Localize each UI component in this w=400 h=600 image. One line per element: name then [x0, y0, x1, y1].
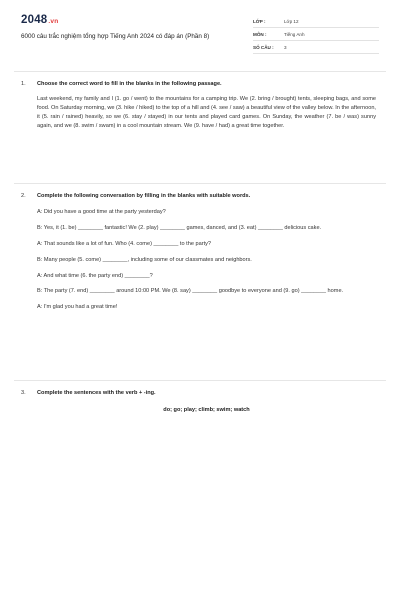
section-divider: [14, 183, 386, 184]
question-3: [21, 389, 376, 415]
question-1-title: Choose the correct word to fill in the blanks in the following passage.: [37, 81, 222, 87]
question-3-number: 3.: [21, 390, 26, 396]
meta-count-row: [253, 43, 379, 54]
meta-subject-key: MÔN :: [253, 32, 267, 37]
meta-subject-row: [253, 30, 379, 41]
meta-count-value: 3: [284, 45, 287, 50]
question-2: [21, 192, 376, 312]
logo-text: 2048: [21, 14, 48, 26]
word-bank: do; go; play; climb; swim; watch: [163, 406, 250, 413]
question-3-title: Complete the sentences with the verb + -ing.: [37, 390, 156, 396]
header-divider: [14, 71, 386, 72]
section-divider: [14, 380, 386, 381]
conversation-line: A: That sounds like a lot of fun. Who (4. come) ________ to the party?: [37, 240, 212, 247]
conversation-line: B: Yes, it (1. be) ________ fantastic! We (2. play) ________ games, danced, and (3. eat) ________ delicious cake.: [37, 224, 322, 231]
conversation-line: B: The party (7. end) ________ around 10:00 PM. We (8. say) ________ goodbye to everyone and (9. go) ________ home.: [37, 288, 344, 295]
meta-class-row: [253, 17, 379, 28]
conversation-line: B: Many people (5. come) ________, including some of our classmates and neighbors.: [37, 256, 252, 263]
question-1-number: 1.: [21, 81, 26, 87]
question-1: [21, 80, 376, 131]
conversation-line: A: I'm glad you had a great time!: [37, 304, 118, 311]
meta-subject-value: Tiếng Anh: [284, 32, 305, 37]
site-logo[interactable]: [21, 14, 58, 26]
document-title: 6000 câu trắc nghiệm tổng hợp Tiếng Anh 2024 có đáp án (Phần 8): [21, 33, 210, 40]
question-2-title: Complete the following conversation by filling in the blanks with suitable words.: [37, 193, 251, 199]
conversation-line: A: Did you have a good time at the party yesterday?: [37, 208, 166, 215]
meta-class-key: LỚP :: [253, 19, 266, 24]
question-1-passage: Last weekend, my family and I (1. go / went) to the mountains for a camping trip. We (2. bring / brought) tents, sleeping bags, and some food. On Saturday morning, we (3. hike / hiked) to the top of a hill and (4. see / saw) a beautiful view of the valley below. In the afternoon, it (5. rain / rained) heavily, so we (6. stay / stayed) in our tents and played card games. On Sunday, the weather (7. be / was) sunny again, and we (8. swim / swam) in a cool mountain stream. We (9. have / had) a great time together.: [37, 95, 376, 129]
question-2-number: 2.: [21, 193, 26, 199]
logo-suffix: .vn: [48, 18, 59, 25]
meta-class-value: Lớp 12: [284, 19, 299, 24]
conversation-line: A: And what time (6. the party end) ________?: [37, 272, 153, 279]
meta-count-key: SỐ CÂU :: [253, 45, 274, 50]
